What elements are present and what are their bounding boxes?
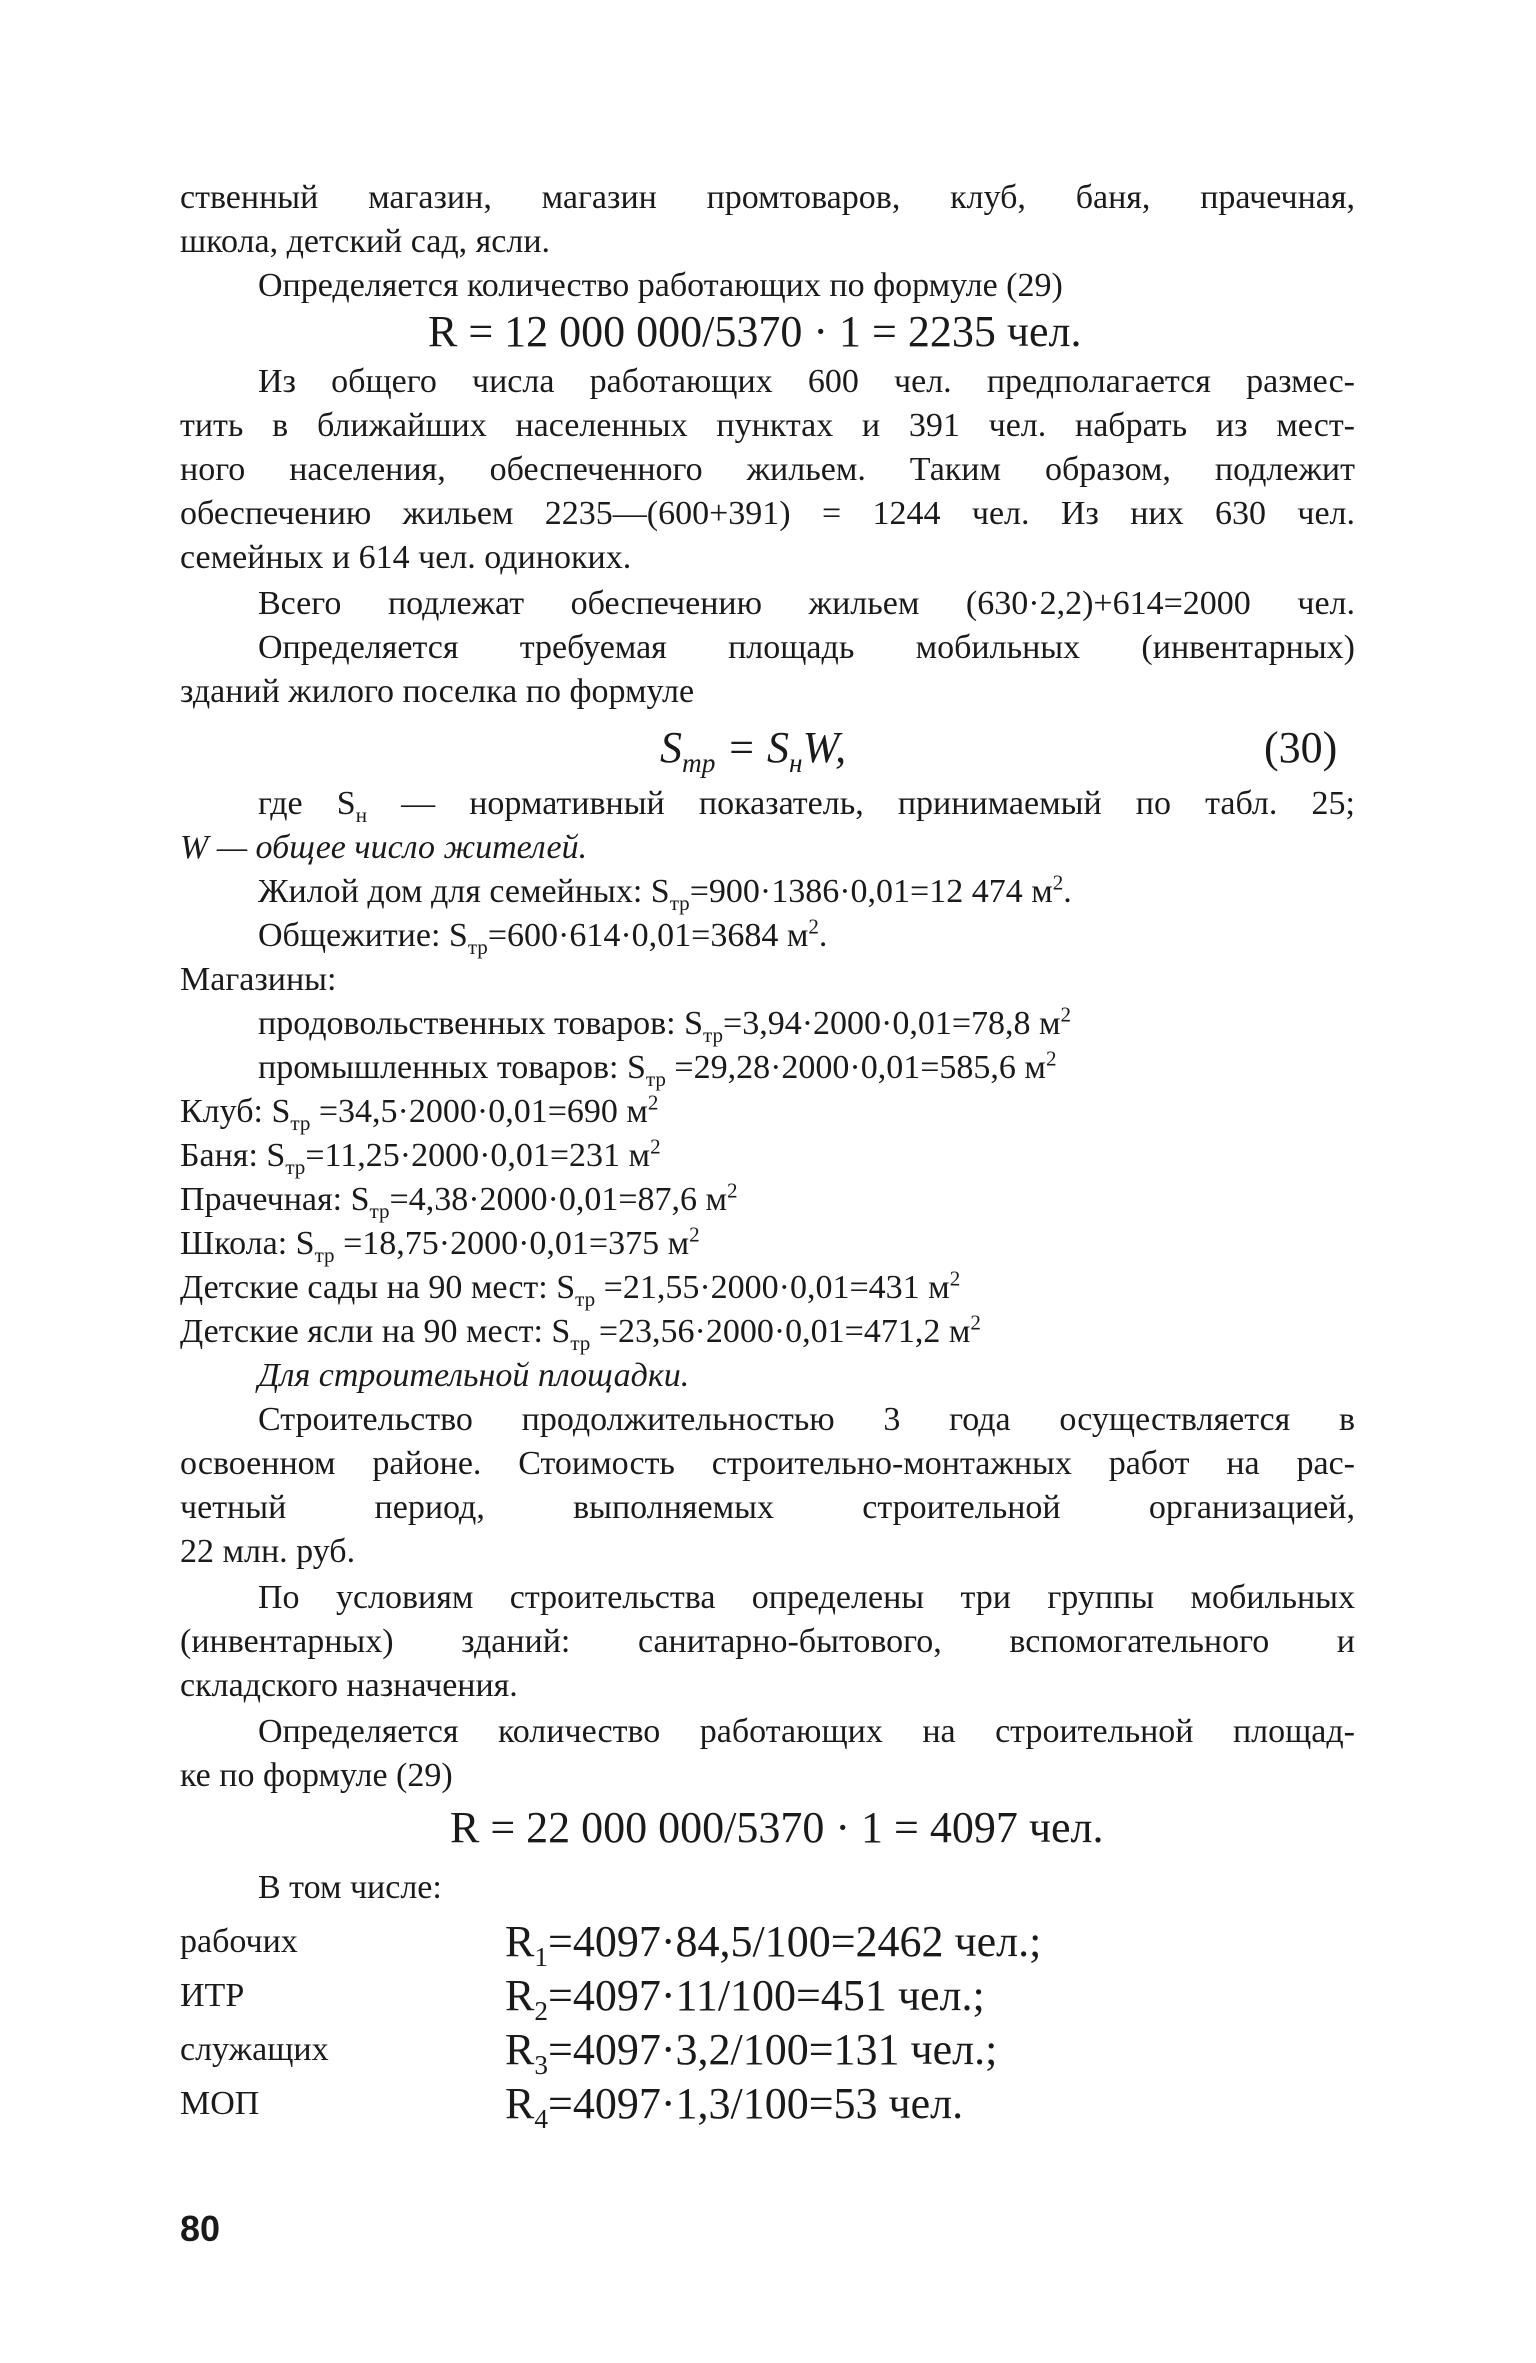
text-fragment: =34,5·2000·0,01=690 м bbox=[310, 1093, 648, 1130]
formula-line bbox=[505, 2024, 998, 2080]
text-line: Определяется количество работающих по формуле (29) bbox=[258, 267, 1063, 304]
text-line: ственный магазин, магазин промтоваров, клуб, баня, прачечная, bbox=[180, 179, 1355, 216]
text-line: семейных и 614 чел. одиноких. bbox=[180, 539, 632, 576]
formula-subscript: тр bbox=[682, 747, 716, 778]
text-line: Из общего числа работающих 600 чел. предполагается размес- bbox=[258, 363, 1355, 400]
superscript: 2 bbox=[1045, 1046, 1057, 1071]
formula-line: R = 22 000 000/5370 · 1 = 4097 чел. bbox=[450, 1803, 1104, 1852]
text-line: Всего подлежат обеспечению жильем (630·2,2)+614=2000 чел. bbox=[258, 585, 1355, 622]
text-fragment: промышленных товаров: S bbox=[258, 1049, 646, 1086]
text-line: Магазины: bbox=[180, 961, 337, 998]
formula-line bbox=[505, 1916, 1042, 1972]
text-fragment: =21,55·2000·0,01=431 м bbox=[595, 1269, 950, 1306]
text-fragment: Баня: S bbox=[180, 1137, 286, 1174]
text-line: По условиям строительства определены три группы мобильных bbox=[258, 1579, 1355, 1616]
text-line bbox=[258, 1046, 1057, 1091]
subscript: тр bbox=[703, 1022, 724, 1047]
text-fragment: =900·1386·0,01=12 474 м bbox=[689, 873, 1053, 910]
text-line: обеспечению жильем 2235—(600+391) = 1244 чел. Из них 630 чел. bbox=[180, 495, 1355, 532]
subscript: тр bbox=[645, 1066, 666, 1091]
text-line: Общежитие: $S_{тр}=600\cdot 614\cdot 0,01=3684$ $м^2$. bbox=[258, 914, 828, 959]
text-fragment: Прачечная: S bbox=[180, 1181, 370, 1218]
text-line bbox=[180, 1090, 659, 1135]
row-label: ИТР bbox=[180, 1977, 245, 2014]
text-fragment: Детские сады на 90 мест: S bbox=[180, 1269, 576, 1306]
text-fragment: =23,56·2000·0,01=471,2 м bbox=[590, 1313, 971, 1350]
row-label: МОП bbox=[180, 2085, 260, 2122]
text-fragment: =18,75·2000·0,01=375 м bbox=[334, 1225, 690, 1262]
section-heading: Для строительной площадки. bbox=[258, 1357, 690, 1394]
superscript: 2 bbox=[689, 1222, 700, 1247]
text-line: школа, детский сад, ясли. bbox=[180, 223, 551, 260]
row-label: служащих bbox=[180, 2031, 329, 2068]
formula-symbol: S bbox=[660, 723, 682, 772]
text-fragment: Клуб: S bbox=[180, 1093, 291, 1130]
text-line: зданий жилого поселка по формуле bbox=[180, 673, 695, 710]
text-fragment: Детские ясли на 90 мест: S bbox=[180, 1313, 571, 1350]
superscript: 2 bbox=[949, 1266, 961, 1291]
formula-symbol: R bbox=[505, 1971, 535, 2020]
text-line bbox=[180, 1178, 738, 1223]
subscript: тр bbox=[369, 1198, 390, 1223]
formula-expression: =4097·84,5/100=2462 чел.; bbox=[548, 1917, 1042, 1966]
text-line: ке по формуле (29) bbox=[180, 1757, 453, 1794]
formula-expression: =4097·3,2/100=131 чел.; bbox=[548, 2025, 998, 2074]
subscript: тр bbox=[570, 1330, 591, 1355]
formula-line bbox=[505, 2078, 964, 2134]
subscript: тр bbox=[467, 934, 488, 959]
text-line: ного населения, обеспеченного жильем. Таким образом, подлежит bbox=[180, 451, 1355, 488]
formula-line: R = 12 000 000/5370 · 1 = 2235 чел. bbox=[428, 307, 1082, 356]
text-line: Жилой дом для семейных: $S_{тр}=900\cdot 1386\cdot 0,01=12$ 474 $м^2$. bbox=[258, 870, 1072, 915]
text-line bbox=[258, 784, 1355, 827]
text-line: (инвентарных) зданий: санитарно-бытового, вспомогательного и bbox=[180, 1623, 1355, 1660]
subscript: 3 bbox=[534, 2049, 548, 2080]
formula-30 bbox=[660, 722, 847, 778]
text-line bbox=[258, 1002, 1072, 1047]
text-line: освоенном районе. Стоимость строительно-монтажных работ на рас- bbox=[180, 1445, 1355, 1482]
formula-subscript: н bbox=[789, 747, 803, 778]
superscript: 2 bbox=[647, 1090, 659, 1115]
subscript: тр bbox=[669, 890, 690, 915]
text-fragment: продовольственных товаров: S bbox=[258, 1005, 704, 1042]
text-fragment: Общежитие: S bbox=[258, 917, 468, 954]
formula-line bbox=[505, 1970, 985, 2026]
page-number: 80 bbox=[180, 2208, 221, 2249]
formula-expression: =4097·11/100=451 чел.; bbox=[548, 1971, 985, 2020]
formula-expression: =4097·1,3/100=53 чел. bbox=[548, 2079, 964, 2128]
text-fragment: Жилой дом для семейных: S bbox=[258, 873, 670, 910]
formula-number: (30) bbox=[1264, 723, 1338, 772]
formula-symbol: R bbox=[505, 2079, 535, 2128]
formula-symbol: W, bbox=[802, 723, 847, 772]
text-fragment: =29,28·2000·0,01=585,6 м bbox=[665, 1049, 1046, 1086]
text-line: Определяется требуемая площадь мобильных (инвентарных) bbox=[258, 629, 1355, 666]
text-fragment: — нормативный показатель, принимаемый по табл. 25; bbox=[366, 785, 1355, 822]
text-line: Строительство продолжительностью 3 года осуществляется в bbox=[258, 1401, 1355, 1438]
text-line: 22 млн. руб. bbox=[180, 1533, 356, 1570]
text-line: тить в ближайших населенных пунктах и 391 чел. набрать из мест- bbox=[180, 407, 1355, 444]
text-line: W — общее число жителей. bbox=[180, 829, 588, 866]
text-line bbox=[180, 1310, 981, 1355]
text-line: складского назначения. bbox=[180, 1667, 518, 1704]
text-line bbox=[180, 1266, 961, 1311]
text-line: четный период, выполняемых строительной организацией, bbox=[180, 1489, 1355, 1526]
text-line bbox=[180, 1134, 661, 1179]
superscript: 2 bbox=[1052, 870, 1064, 895]
subscript: тр bbox=[575, 1286, 596, 1311]
row-label: рабочих bbox=[180, 1923, 298, 1960]
subscript: тр bbox=[285, 1154, 306, 1179]
superscript: 2 bbox=[650, 1134, 661, 1159]
formula-symbol: R bbox=[505, 1917, 535, 1966]
text-line bbox=[180, 1222, 700, 1267]
text-fragment: =3,94·2000·0,01=78,8 м bbox=[723, 1005, 1061, 1042]
text-fragment: =600·614·0,01=3684 м bbox=[487, 917, 809, 954]
text-fragment: где S bbox=[258, 785, 356, 822]
text-line: В том числе: bbox=[258, 1869, 442, 1906]
superscript: 2 bbox=[1060, 1002, 1072, 1027]
subscript: тр bbox=[290, 1110, 311, 1135]
superscript: 2 bbox=[970, 1310, 981, 1335]
subscript: тр bbox=[314, 1242, 335, 1267]
subscript: 1 bbox=[534, 1941, 548, 1972]
subscript: 2 bbox=[534, 1995, 548, 2026]
subscript: 4 bbox=[534, 2103, 548, 2134]
text-line: Определяется количество работающих на строительной площад- bbox=[258, 1713, 1355, 1750]
superscript: 2 bbox=[727, 1178, 738, 1203]
text-fragment: =11,25·2000·0,01=231 м bbox=[305, 1137, 651, 1174]
subscript: н bbox=[355, 802, 367, 827]
formula-symbol: R bbox=[505, 2025, 535, 2074]
superscript: 2 bbox=[808, 914, 819, 939]
formula-symbol: = S bbox=[715, 723, 790, 772]
text-fragment: =4,38·2000·0,01=87,6 м bbox=[389, 1181, 728, 1218]
text-fragment: Школа: S bbox=[180, 1225, 315, 1262]
